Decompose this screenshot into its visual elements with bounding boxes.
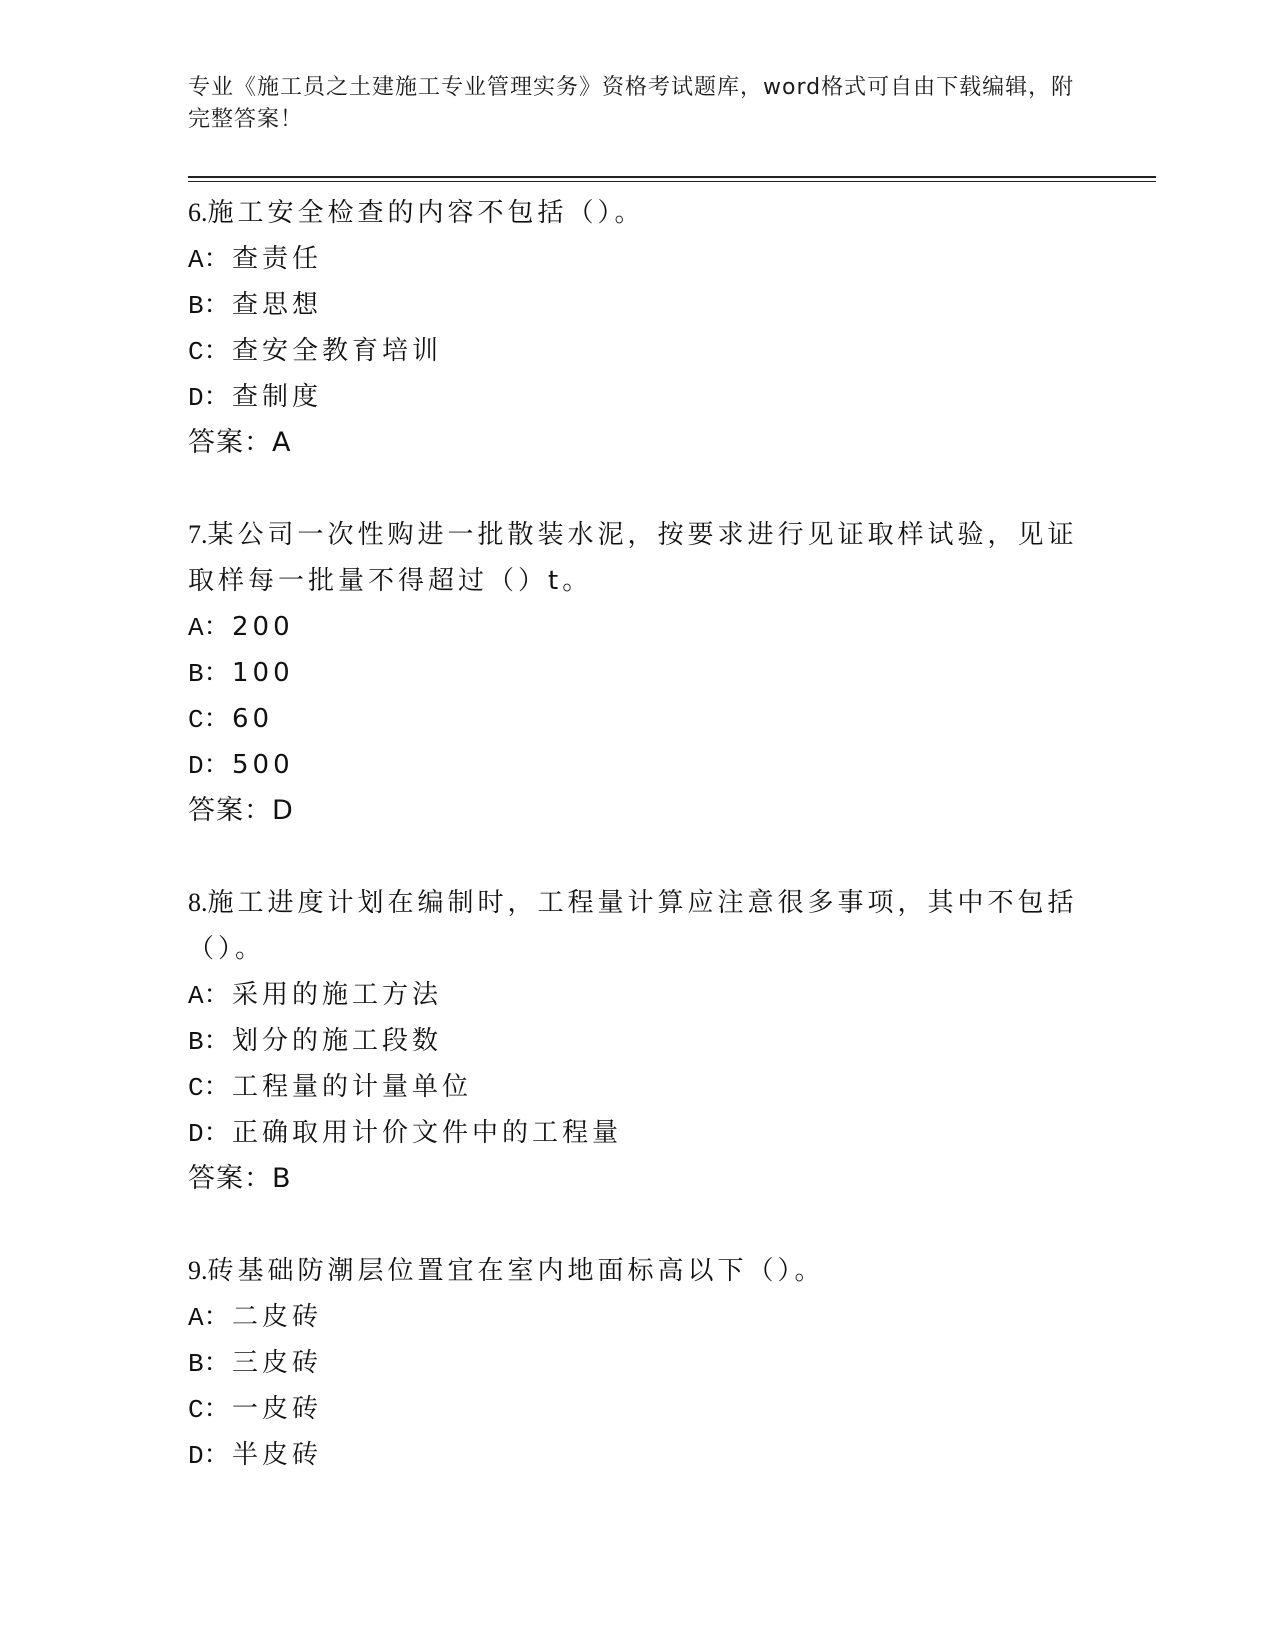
option-text: 60 bbox=[232, 704, 274, 734]
option-text: 工程量的计量单位 bbox=[232, 1072, 473, 1102]
option-key: C： bbox=[188, 1073, 230, 1103]
question-text bbox=[188, 190, 1088, 236]
header-divider-thin bbox=[188, 181, 1156, 182]
option-key: C： bbox=[188, 337, 230, 367]
option-c bbox=[188, 1064, 1088, 1110]
option-d bbox=[188, 1432, 1088, 1478]
option-key: A： bbox=[188, 613, 230, 643]
option-text: 采用的施工方法 bbox=[232, 980, 443, 1010]
question-list bbox=[188, 190, 1088, 1478]
question-text bbox=[188, 880, 1088, 972]
option-c bbox=[188, 696, 1088, 742]
question-6 bbox=[188, 190, 1088, 466]
answer-line: 答案：B bbox=[188, 1163, 292, 1194]
question-number: 7. bbox=[188, 520, 208, 549]
option-b bbox=[188, 650, 1088, 696]
question-number: 6. bbox=[188, 198, 208, 227]
question-number: 9. bbox=[188, 1256, 208, 1285]
option-key: B： bbox=[188, 291, 230, 321]
option-text: 500 bbox=[232, 750, 294, 780]
option-b bbox=[188, 1018, 1088, 1064]
option-c bbox=[188, 1386, 1088, 1432]
option-d bbox=[188, 742, 1088, 788]
option-text: 查责任 bbox=[232, 244, 323, 274]
option-text: 三皮砖 bbox=[232, 1348, 323, 1378]
option-d bbox=[188, 1110, 1088, 1156]
option-text: 100 bbox=[232, 658, 294, 688]
option-key: D： bbox=[188, 1119, 230, 1149]
option-key: A： bbox=[188, 245, 230, 275]
question-9 bbox=[188, 1248, 1088, 1478]
option-key: B： bbox=[188, 1027, 230, 1057]
question-text bbox=[188, 1248, 1088, 1294]
option-text: 查制度 bbox=[232, 382, 323, 412]
option-key: C： bbox=[188, 705, 230, 735]
option-text: 正确取用计价文件中的工程量 bbox=[232, 1118, 623, 1148]
option-a bbox=[188, 236, 1088, 282]
option-a bbox=[188, 972, 1088, 1018]
question-7 bbox=[188, 512, 1088, 834]
option-b bbox=[188, 1340, 1088, 1386]
option-text: 一皮砖 bbox=[232, 1394, 323, 1424]
option-text: 查思想 bbox=[232, 290, 323, 320]
option-key: D： bbox=[188, 751, 230, 781]
question-8 bbox=[188, 880, 1088, 1202]
option-key: B： bbox=[188, 1349, 230, 1379]
option-key: C： bbox=[188, 1395, 230, 1425]
question-stem: 砖基础防潮层位置宜在室内地面标高以下（）。 bbox=[207, 1256, 825, 1286]
question-stem: 施工安全检查的内容不包括（）。 bbox=[207, 198, 645, 228]
option-c bbox=[188, 328, 1088, 374]
option-text: 200 bbox=[232, 612, 294, 642]
option-key: D： bbox=[188, 1441, 230, 1471]
option-text: 查安全教育培训 bbox=[232, 336, 443, 366]
option-a bbox=[188, 604, 1088, 650]
option-text: 划分的施工段数 bbox=[232, 1026, 443, 1056]
option-key: D： bbox=[188, 383, 230, 413]
option-key: A： bbox=[188, 981, 230, 1011]
answer-line: 答案：D bbox=[188, 795, 294, 826]
header-divider-thick bbox=[188, 176, 1156, 178]
option-a bbox=[188, 1294, 1088, 1340]
option-d bbox=[188, 374, 1088, 420]
option-b bbox=[188, 282, 1088, 328]
option-text: 半皮砖 bbox=[232, 1440, 323, 1470]
option-text: 二皮砖 bbox=[232, 1302, 323, 1332]
option-key: A： bbox=[188, 1303, 230, 1333]
answer-line: 答案：A bbox=[188, 427, 292, 458]
question-stem: 施工进度计划在编制时，工程量计算应注意很多事项，其中不包括（）。 bbox=[188, 888, 1078, 964]
option-key: B： bbox=[188, 659, 230, 689]
question-stem: 某公司一次性购进一批散装水泥，按要求进行见证取样试验，见证取样每一批量不得超过（）t。 bbox=[188, 520, 1078, 596]
question-text bbox=[188, 512, 1088, 604]
document-header: 专业《施工员之土建施工专业管理实务》资格考试题库，word格式可自由下载编辑，附完整答案！ bbox=[188, 75, 1075, 132]
question-number: 8. bbox=[188, 888, 208, 917]
